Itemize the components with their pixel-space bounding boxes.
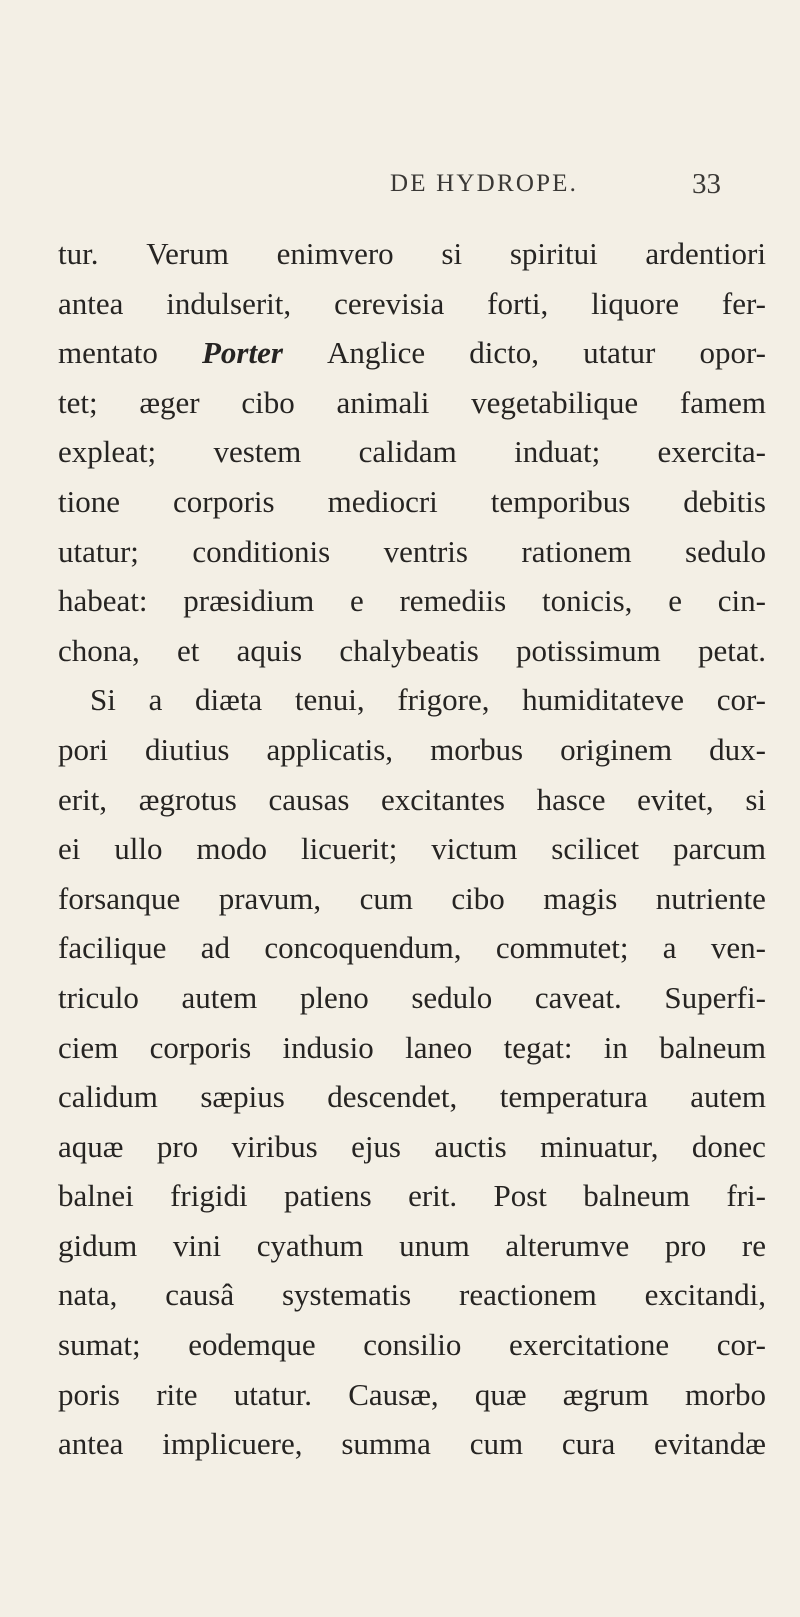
word: unum [399, 1227, 470, 1263]
word: aquis [236, 632, 303, 668]
word: alterumve [505, 1227, 630, 1263]
word: ejus [351, 1128, 401, 1164]
text-line [58, 1221, 766, 1271]
word: gidum [58, 1227, 138, 1263]
word: frigidi [170, 1178, 248, 1214]
text-line [58, 874, 766, 924]
word: poris [58, 1376, 120, 1412]
word: ullo [114, 831, 163, 867]
word: pro [156, 1128, 199, 1164]
word: viribus [231, 1128, 318, 1164]
word: balneum [659, 1029, 766, 1065]
word: mentato [58, 335, 158, 371]
word: expleat; [58, 434, 157, 470]
word: ægrotus [138, 781, 237, 817]
word: forti, [487, 285, 549, 321]
word: pleno [299, 979, 369, 1015]
word: a [148, 682, 163, 718]
word: morbus [430, 731, 524, 767]
word: autem [690, 1079, 766, 1115]
word: rite [156, 1376, 198, 1412]
word: tione [58, 483, 120, 519]
word: vegetabilique [471, 384, 639, 420]
word: victum [431, 831, 518, 867]
word: laneo [405, 1029, 473, 1065]
word: concoquendum, [264, 930, 462, 966]
text-line-paragraph-start [58, 675, 766, 725]
word: famem [679, 384, 766, 420]
word: auctis [434, 1128, 507, 1164]
word: excitandi, [644, 1277, 766, 1313]
word: Si [90, 682, 116, 718]
word: sæpius [200, 1079, 285, 1115]
body-text [58, 229, 766, 1469]
word: nutriente [655, 880, 766, 916]
word: donec [691, 1128, 766, 1164]
word: causâ [165, 1277, 235, 1313]
word: forsanque [58, 880, 181, 916]
text-line [58, 1370, 766, 1420]
word: rationem [521, 533, 632, 569]
page-header [0, 170, 800, 210]
word: parcum [672, 831, 766, 867]
word: sedulo [685, 533, 766, 569]
word: ciem [58, 1029, 119, 1065]
text-line [58, 427, 766, 477]
word: utatur. [233, 1376, 313, 1412]
word: cyathum [256, 1227, 364, 1263]
word: exercitatione [509, 1327, 670, 1363]
word: nata, [58, 1277, 118, 1313]
word: Causæ, [348, 1376, 439, 1412]
word: vestem [213, 434, 302, 470]
word: chona, [58, 632, 140, 668]
text-line [58, 229, 766, 279]
text-line [58, 1171, 766, 1221]
word: utatur [583, 335, 656, 371]
text-line [58, 775, 766, 825]
word: præsidium [183, 583, 315, 619]
word: originem [560, 731, 673, 767]
text-line [58, 973, 766, 1023]
word: Superfi- [664, 979, 766, 1015]
word: minuatur, [540, 1128, 659, 1164]
word: vini [172, 1227, 222, 1263]
word: diæta [195, 682, 263, 718]
word: implicuere, [162, 1426, 303, 1462]
word: erit. [408, 1178, 458, 1214]
word: balneum [583, 1178, 691, 1214]
word: liquore [591, 285, 679, 321]
text-line [58, 1320, 766, 1370]
word: potissimum [516, 632, 661, 668]
word: remediis [399, 583, 507, 619]
text-line [58, 1072, 766, 1122]
word: dicto, [469, 335, 539, 371]
word: in [603, 1029, 628, 1065]
text-line [58, 576, 766, 626]
word: indulserit, [166, 285, 292, 321]
word: si [441, 236, 463, 271]
word: magis [543, 880, 618, 916]
text-line [58, 279, 766, 329]
word: causas [268, 781, 350, 817]
word: e [668, 583, 682, 619]
word: cor- [716, 1327, 766, 1363]
word: utatur; [58, 533, 139, 569]
word: scilicet [551, 831, 640, 867]
word: tonicis, [542, 583, 633, 619]
word-italic-porter: Porter [201, 335, 283, 371]
word: calidam [358, 434, 457, 470]
word: commutet; [495, 930, 629, 966]
word: morbo [685, 1376, 766, 1412]
word: patiens [283, 1178, 372, 1214]
word: evitet, [637, 781, 714, 817]
text-line [58, 725, 766, 775]
word: Verum [146, 236, 229, 271]
word: erit, [58, 781, 108, 817]
word: cum [359, 880, 413, 916]
word: et [177, 632, 200, 668]
word: balnei [58, 1178, 134, 1214]
word: si [745, 781, 766, 817]
word: ei [58, 831, 81, 867]
text-line [58, 1023, 766, 1073]
word: chalybeatis [339, 632, 479, 668]
word: tet; [58, 384, 98, 420]
word: tenui, [294, 682, 365, 718]
word: quæ [474, 1376, 527, 1412]
word: re [741, 1227, 766, 1263]
word: calidum [58, 1079, 158, 1115]
text-line [58, 1419, 766, 1469]
word: dux- [709, 731, 766, 767]
word: ven- [710, 930, 766, 966]
word: antea [58, 1426, 124, 1462]
word: fri- [726, 1178, 766, 1214]
word: tur. [58, 236, 99, 271]
text-line [58, 626, 766, 676]
word: evitandæ [654, 1426, 766, 1462]
text-line [58, 328, 766, 378]
text-line [58, 923, 766, 973]
word: excitantes [381, 781, 505, 817]
word: Anglice [326, 335, 426, 371]
word: consilio [363, 1327, 462, 1363]
word: cor- [716, 682, 766, 718]
word: cin- [717, 583, 766, 619]
word: sumat; [58, 1327, 141, 1363]
word: cura [561, 1426, 616, 1462]
word: opor- [699, 335, 766, 371]
word: applicatis, [266, 731, 394, 767]
word: humiditateve [522, 682, 684, 718]
word: pravum, [218, 880, 322, 916]
word: autem [181, 979, 258, 1015]
word: exercita- [657, 434, 766, 470]
word: cerevisia [334, 285, 445, 321]
word: mediocri [327, 483, 438, 519]
word: reactionem [459, 1277, 597, 1313]
word: temperatura [499, 1079, 648, 1115]
word: spiritui [509, 236, 598, 271]
word: tegat: [503, 1029, 573, 1065]
word: fer- [721, 285, 766, 321]
word: induat; [514, 434, 601, 470]
word: corporis [149, 1029, 252, 1065]
word: systematis [281, 1277, 412, 1313]
word: ardentiori [645, 236, 766, 271]
word: debitis [683, 483, 766, 519]
running-title: DE HYDROPE. [390, 170, 579, 197]
word: diutius [145, 731, 230, 767]
word: pori [58, 731, 108, 767]
word: cibo [241, 384, 295, 420]
word: cibo [451, 880, 505, 916]
word: summa [341, 1426, 431, 1462]
word: licuerit; [300, 831, 398, 867]
word: indusio [282, 1029, 374, 1065]
word: conditionis [192, 533, 331, 569]
word: caveat. [534, 979, 622, 1015]
word: animali [336, 384, 430, 420]
word: descendet, [327, 1079, 458, 1115]
word: triculo [58, 979, 139, 1015]
text-line [58, 477, 766, 527]
word: habeat: [58, 583, 148, 619]
text-line [58, 1270, 766, 1320]
word: petat. [698, 632, 766, 668]
word: modo [196, 831, 268, 867]
word: pro [664, 1227, 707, 1263]
word: Post [493, 1178, 547, 1214]
word: ægrum [562, 1376, 649, 1412]
word: enimvero [276, 236, 394, 271]
text-line [58, 824, 766, 874]
text-line [58, 527, 766, 577]
word: antea [58, 285, 124, 321]
word: temporibus [490, 483, 631, 519]
page-number: 33 [692, 168, 721, 200]
text-line [58, 1122, 766, 1172]
word: ad [200, 930, 231, 966]
word: corporis [173, 483, 275, 519]
word: sedulo [411, 979, 493, 1015]
word: ventris [383, 533, 468, 569]
word: eodemque [188, 1327, 316, 1363]
word: frigore, [397, 682, 490, 718]
word: æger [139, 384, 200, 420]
word: cum [469, 1426, 524, 1462]
word: e [349, 583, 364, 619]
word: facilique [58, 930, 167, 966]
word: aquæ [58, 1128, 124, 1164]
text-line [58, 378, 766, 428]
word: hasce [536, 781, 606, 817]
word: a [662, 930, 677, 966]
